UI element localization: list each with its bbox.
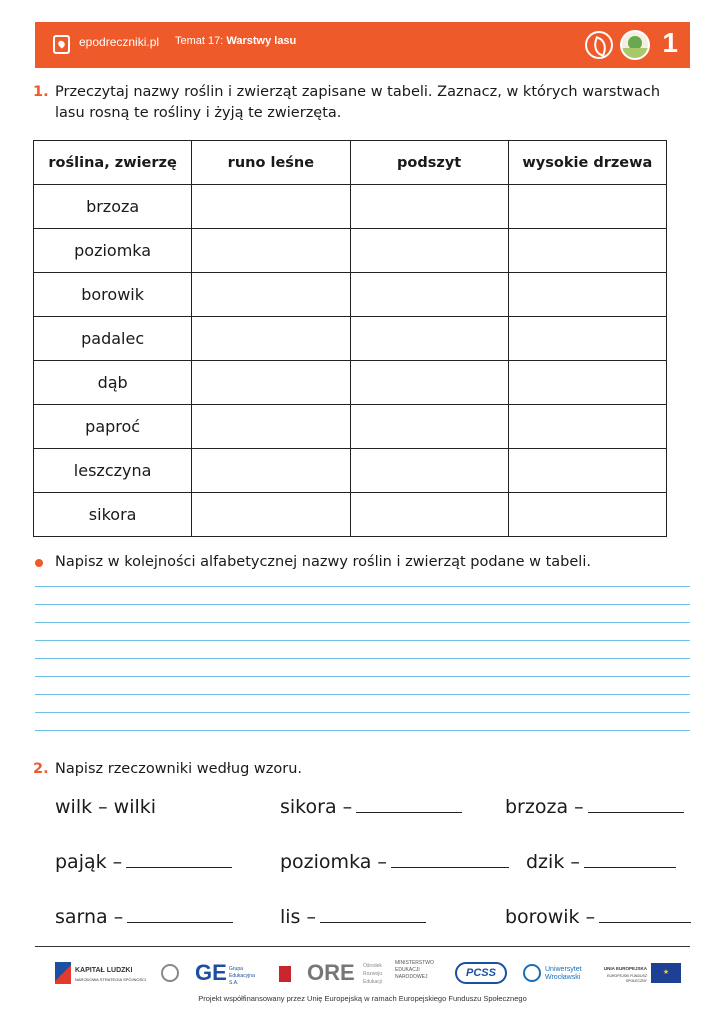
layer-cell-podszyt[interactable] xyxy=(350,361,508,405)
example-pair xyxy=(55,796,156,818)
task-number: 1. xyxy=(33,84,49,100)
layer-cell-runo[interactable] xyxy=(192,449,350,493)
men-logo xyxy=(395,960,447,990)
bullet-icon xyxy=(35,559,43,567)
task-instruction: Przeczytaj nazwy roślin i zwierząt zapisane w tabeli. Zaznacz, w których warstwach lasu rosną te rośliny i żyją te zwierzęta. xyxy=(55,84,661,121)
writing-line[interactable] xyxy=(35,586,690,587)
logo-text: UNIA EUROPEJSKA xyxy=(603,966,647,971)
organism-name: padalec xyxy=(34,317,192,361)
column-header: roślina, zwierzę xyxy=(34,141,192,185)
kapital-flag-icon xyxy=(55,962,71,984)
pcss-logo xyxy=(455,960,511,990)
organism-name: leszczyna xyxy=(34,449,192,493)
writing-line[interactable] xyxy=(35,622,690,623)
answer-blank[interactable] xyxy=(584,867,676,868)
kapital-ludzki-logo xyxy=(55,960,165,990)
column-header: runo leśne xyxy=(192,141,350,185)
layer-cell-drzewa[interactable] xyxy=(508,493,666,537)
page-header xyxy=(35,22,690,68)
table-row xyxy=(34,361,667,405)
eu-flag-icon: ★ xyxy=(651,963,681,983)
table-row xyxy=(34,229,667,273)
logo-text: GE xyxy=(195,960,227,985)
organism-name: brzoza xyxy=(34,185,192,229)
task-2 xyxy=(33,759,673,780)
layer-cell-podszyt[interactable] xyxy=(350,185,508,229)
emblem-icon xyxy=(279,966,291,982)
exercise-word: sikora – xyxy=(280,796,353,818)
answer-blank[interactable] xyxy=(599,922,691,923)
table-row xyxy=(34,317,667,361)
layer-cell-drzewa[interactable] xyxy=(508,185,666,229)
emblem-icon xyxy=(161,964,179,982)
writing-lines[interactable] xyxy=(35,586,690,748)
writing-line[interactable] xyxy=(35,658,690,659)
ge-logo xyxy=(195,960,265,990)
column-header: podszyt xyxy=(350,141,508,185)
organism-name: sikora xyxy=(34,493,192,537)
layer-cell-drzewa[interactable] xyxy=(508,229,666,273)
column-header: wysokie drzewa xyxy=(508,141,666,185)
layer-cell-podszyt[interactable] xyxy=(350,317,508,361)
organism-name: borowik xyxy=(34,273,192,317)
writing-line[interactable] xyxy=(35,604,690,605)
exercise-word: sarna – xyxy=(55,906,124,928)
layer-cell-runo[interactable] xyxy=(192,229,350,273)
task-instruction: Napisz rzeczowniki według wzoru. xyxy=(55,761,303,777)
forest-layers-table xyxy=(33,140,667,537)
uwr-crest-icon xyxy=(523,964,541,982)
table-row xyxy=(34,449,667,493)
exercise-word: dzik – xyxy=(526,851,580,873)
logo-subtext: Ośrodek Rozwoju Edukacji xyxy=(363,963,383,985)
topic-title: Temat 17: Warstwy lasu xyxy=(175,35,297,47)
exercise-word: poziomka – xyxy=(280,851,387,873)
table-row xyxy=(34,185,667,229)
answer-blank[interactable] xyxy=(356,812,462,813)
logo-text: PCSS xyxy=(455,962,507,984)
task-number: 2. xyxy=(33,761,49,777)
organism-name: poziomka xyxy=(34,229,192,273)
answer-blank[interactable] xyxy=(588,812,684,813)
exercise-item xyxy=(55,906,233,928)
exercise-word: borowik – xyxy=(505,906,596,928)
layer-cell-runo[interactable] xyxy=(192,405,350,449)
exercise-word: lis – xyxy=(280,906,316,928)
leaf-icon xyxy=(585,31,613,59)
layer-cell-podszyt[interactable] xyxy=(350,493,508,537)
exercise-item xyxy=(505,796,684,818)
ore-logo xyxy=(307,960,387,990)
layer-cell-runo[interactable] xyxy=(192,361,350,405)
organism-name: paproć xyxy=(34,405,192,449)
layer-cell-runo[interactable] xyxy=(192,317,350,361)
task-alphabetical xyxy=(33,552,673,573)
table-row xyxy=(34,405,667,449)
layer-cell-podszyt[interactable] xyxy=(350,449,508,493)
emblem-logo xyxy=(161,960,181,990)
writing-line[interactable] xyxy=(35,730,690,731)
layer-cell-runo[interactable] xyxy=(192,493,350,537)
layer-cell-drzewa[interactable] xyxy=(508,449,666,493)
page-number: 1 xyxy=(662,27,678,58)
writing-line[interactable] xyxy=(35,694,690,695)
task-instruction: Napisz w kolejności alfabetycznej nazwy roślin i zwierząt podane w tabeli. xyxy=(55,554,591,570)
answer-blank[interactable] xyxy=(391,867,509,868)
writing-line[interactable] xyxy=(35,640,690,641)
footer-divider xyxy=(35,946,690,947)
layer-cell-drzewa[interactable] xyxy=(508,273,666,317)
layer-cell-podszyt[interactable] xyxy=(350,405,508,449)
exercise-word: pająk – xyxy=(55,851,123,873)
exercise-item xyxy=(55,851,232,873)
layer-cell-podszyt[interactable] xyxy=(350,273,508,317)
table-row xyxy=(34,273,667,317)
sponsor-logos xyxy=(35,960,690,990)
ue-logo xyxy=(599,960,689,990)
answer-blank[interactable] xyxy=(127,922,233,923)
exercise-item xyxy=(280,796,462,818)
exercise-item xyxy=(280,906,426,928)
logo-text: Uniwersytet Wrocławski xyxy=(545,966,582,981)
answer-blank[interactable] xyxy=(320,922,426,923)
red-emblem-logo xyxy=(279,960,295,990)
answer-blank[interactable] xyxy=(126,867,232,868)
layer-cell-runo[interactable] xyxy=(192,273,350,317)
table-header-row xyxy=(34,141,667,185)
funding-note: Projekt współfinansowany przez Unię Europejską w ramach Europejskiego Funduszu Społecznego xyxy=(198,994,527,1003)
uwr-logo xyxy=(523,960,587,990)
forest-icon xyxy=(620,30,650,60)
organism-name: dąb xyxy=(34,361,192,405)
layer-cell-drzewa[interactable] xyxy=(508,361,666,405)
logo-text: KAPITAŁ LUDZKI xyxy=(75,967,133,974)
layer-cell-drzewa[interactable] xyxy=(508,405,666,449)
exercise-item xyxy=(526,851,676,873)
logo-text: MINISTERSTWO EDUKACJI NARODOWEJ xyxy=(395,960,434,980)
exercise-item xyxy=(280,851,509,873)
example-text: wilk – wilki xyxy=(55,796,157,818)
layer-cell-runo[interactable] xyxy=(192,185,350,229)
writing-line[interactable] xyxy=(35,676,690,677)
task-1 xyxy=(33,82,673,124)
exercise-word: brzoza – xyxy=(505,796,584,818)
exercise-item xyxy=(505,906,691,928)
epodreczniki-logo-icon xyxy=(53,35,70,54)
logo-subtext: EUROPEJSKI FUNDUSZ SPOŁECZNY xyxy=(607,974,647,983)
logo-text: ORE xyxy=(307,960,355,985)
writing-line[interactable] xyxy=(35,712,690,713)
layer-cell-podszyt[interactable] xyxy=(350,229,508,273)
layer-cell-drzewa[interactable] xyxy=(508,317,666,361)
logo-subtext: NARODOWA STRATEGIA SPÓJNOŚCI xyxy=(75,977,147,982)
site-name[interactable]: epodreczniki.pl xyxy=(79,35,160,49)
logo-subtext: Grupa Edukacyjna S.A. xyxy=(229,966,255,986)
table-row xyxy=(34,493,667,537)
